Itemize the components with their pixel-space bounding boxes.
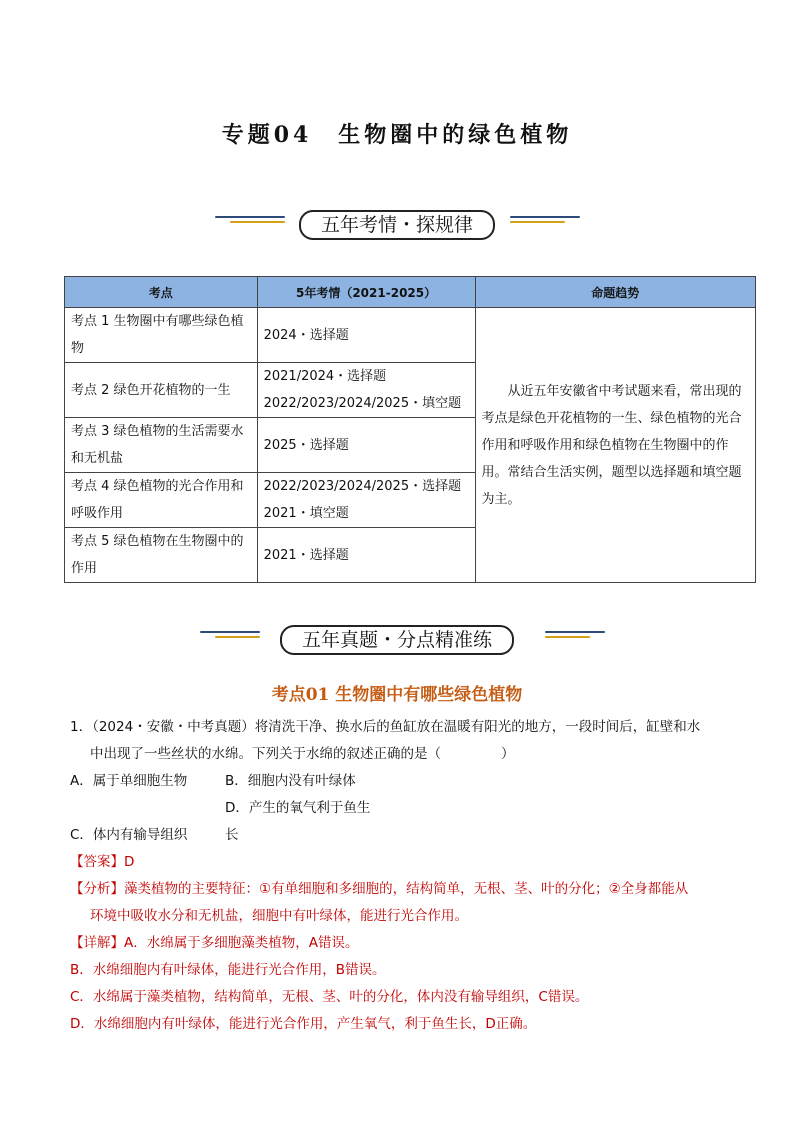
years-cell: [257, 363, 475, 418]
analysis-line: [70, 876, 740, 903]
table-row: [65, 308, 756, 363]
point-cell: 考点 3 绿色植物的生活需要水和无机盐: [65, 418, 258, 473]
options-row: [70, 795, 740, 849]
year-entry: 2021・选择题: [263, 547, 349, 563]
point-cell: 考点 1 生物圈中有哪些绿色植物: [65, 308, 258, 363]
section-banner-trend: [0, 210, 794, 240]
detail-a: A．水绵属于多细胞藻类植物，A错误。: [124, 935, 359, 951]
year-entry: 2021/2024・选择题: [263, 369, 387, 384]
banner-right-lines: [545, 631, 615, 645]
stem-close: ）: [501, 746, 515, 762]
banner-label: 五年真题・分点精准练: [280, 625, 514, 655]
banner-left-lines: [215, 216, 285, 230]
section-banner-practice: [0, 625, 794, 655]
trend-cell: 从近五年安徽省中考试题来看，常出现的考点是绿色开花植物的一生、绿色植物的光合作用和呼吸作用和绿色植物在生物圈中的作用。常结合生活实例，题型以选择题和填空题为主。: [475, 308, 756, 583]
detail-d: D．水绵细胞内有叶绿体，能进行光合作用，产生氧气，利于鱼生长，D正确。: [70, 1016, 537, 1032]
years-cell: [257, 308, 475, 363]
detail-c: C．水绵属于藻类植物，结构简单，无根、茎、叶的分化，体内没有输导组织，C错误。: [70, 989, 589, 1005]
header-point: 考点: [65, 277, 258, 308]
analysis-text: 藻类植物的主要特征：①有单细胞和多细胞的，结构简单，无根、茎、叶的分化；②全身都能从: [124, 881, 689, 897]
detail-b: B．水绵细胞内有叶绿体，能进行光合作用，B错误。: [70, 962, 386, 978]
header-trend: 命题趋势: [475, 277, 756, 308]
year-entry: 2025・选择题: [263, 437, 349, 453]
point-cell: 考点 2 绿色开花植物的一生: [65, 363, 258, 418]
page-title: 专题04 生物圈中的绿色植物: [221, 122, 573, 148]
detail-label: 【详解】: [70, 935, 124, 951]
year-entry: 2024・选择题: [263, 327, 349, 343]
exam-trend-table: [64, 276, 756, 583]
year-entry: 2021・填空题: [263, 506, 349, 521]
question-block: [70, 714, 740, 1038]
answer-line: [70, 849, 740, 876]
header-years: 5年考情（2021-2025）: [257, 277, 475, 308]
detail-line: [70, 930, 740, 957]
table-header-row: [65, 277, 756, 308]
options-row: [70, 768, 740, 795]
point-cell: 考点 4 绿色植物的光合作用和呼吸作用: [65, 473, 258, 528]
banner-left-lines: [200, 631, 270, 645]
analysis-line-cont: 环境中吸收水分和无机盐，细胞中有叶绿体，能进行光合作用。: [90, 908, 468, 924]
point-cell: 考点 5 绿色植物在生物圈中的作用: [65, 528, 258, 583]
year-entry: 2022/2023/2024/2025・选择题: [263, 479, 462, 494]
analysis-label: 【分析】: [70, 881, 124, 897]
years-cell: [257, 473, 475, 528]
option-b: B．细胞内没有叶绿体: [225, 773, 356, 789]
banner-right-lines: [510, 216, 580, 230]
years-cell: [257, 528, 475, 583]
year-entry: 2022/2023/2024/2025・填空题: [263, 396, 462, 411]
years-cell: [257, 418, 475, 473]
banner-label: 五年考情・探规律: [299, 210, 495, 240]
question-stem-cont: [70, 741, 740, 768]
answer-label: 【答案】: [70, 854, 124, 870]
question-stem: 1．（2024・安徽・中考真题）将清洗干净、换水后的鱼缸放在温暖有阳光的地方，一段时间后，缸壁和水: [70, 719, 701, 735]
option-d: D．产生的氧气利于鱼生长: [225, 800, 371, 843]
stem-text: 中出现了一些丝状的水绵。下列关于水绵的叙述正确的是（: [90, 746, 441, 762]
option-a: A．属于单细胞生物: [70, 773, 188, 789]
option-c: C．体内有输导组织: [70, 827, 188, 843]
answer-value: D: [124, 854, 135, 870]
section-heading: 考点01 生物圈中有哪些绿色植物: [271, 685, 523, 705]
